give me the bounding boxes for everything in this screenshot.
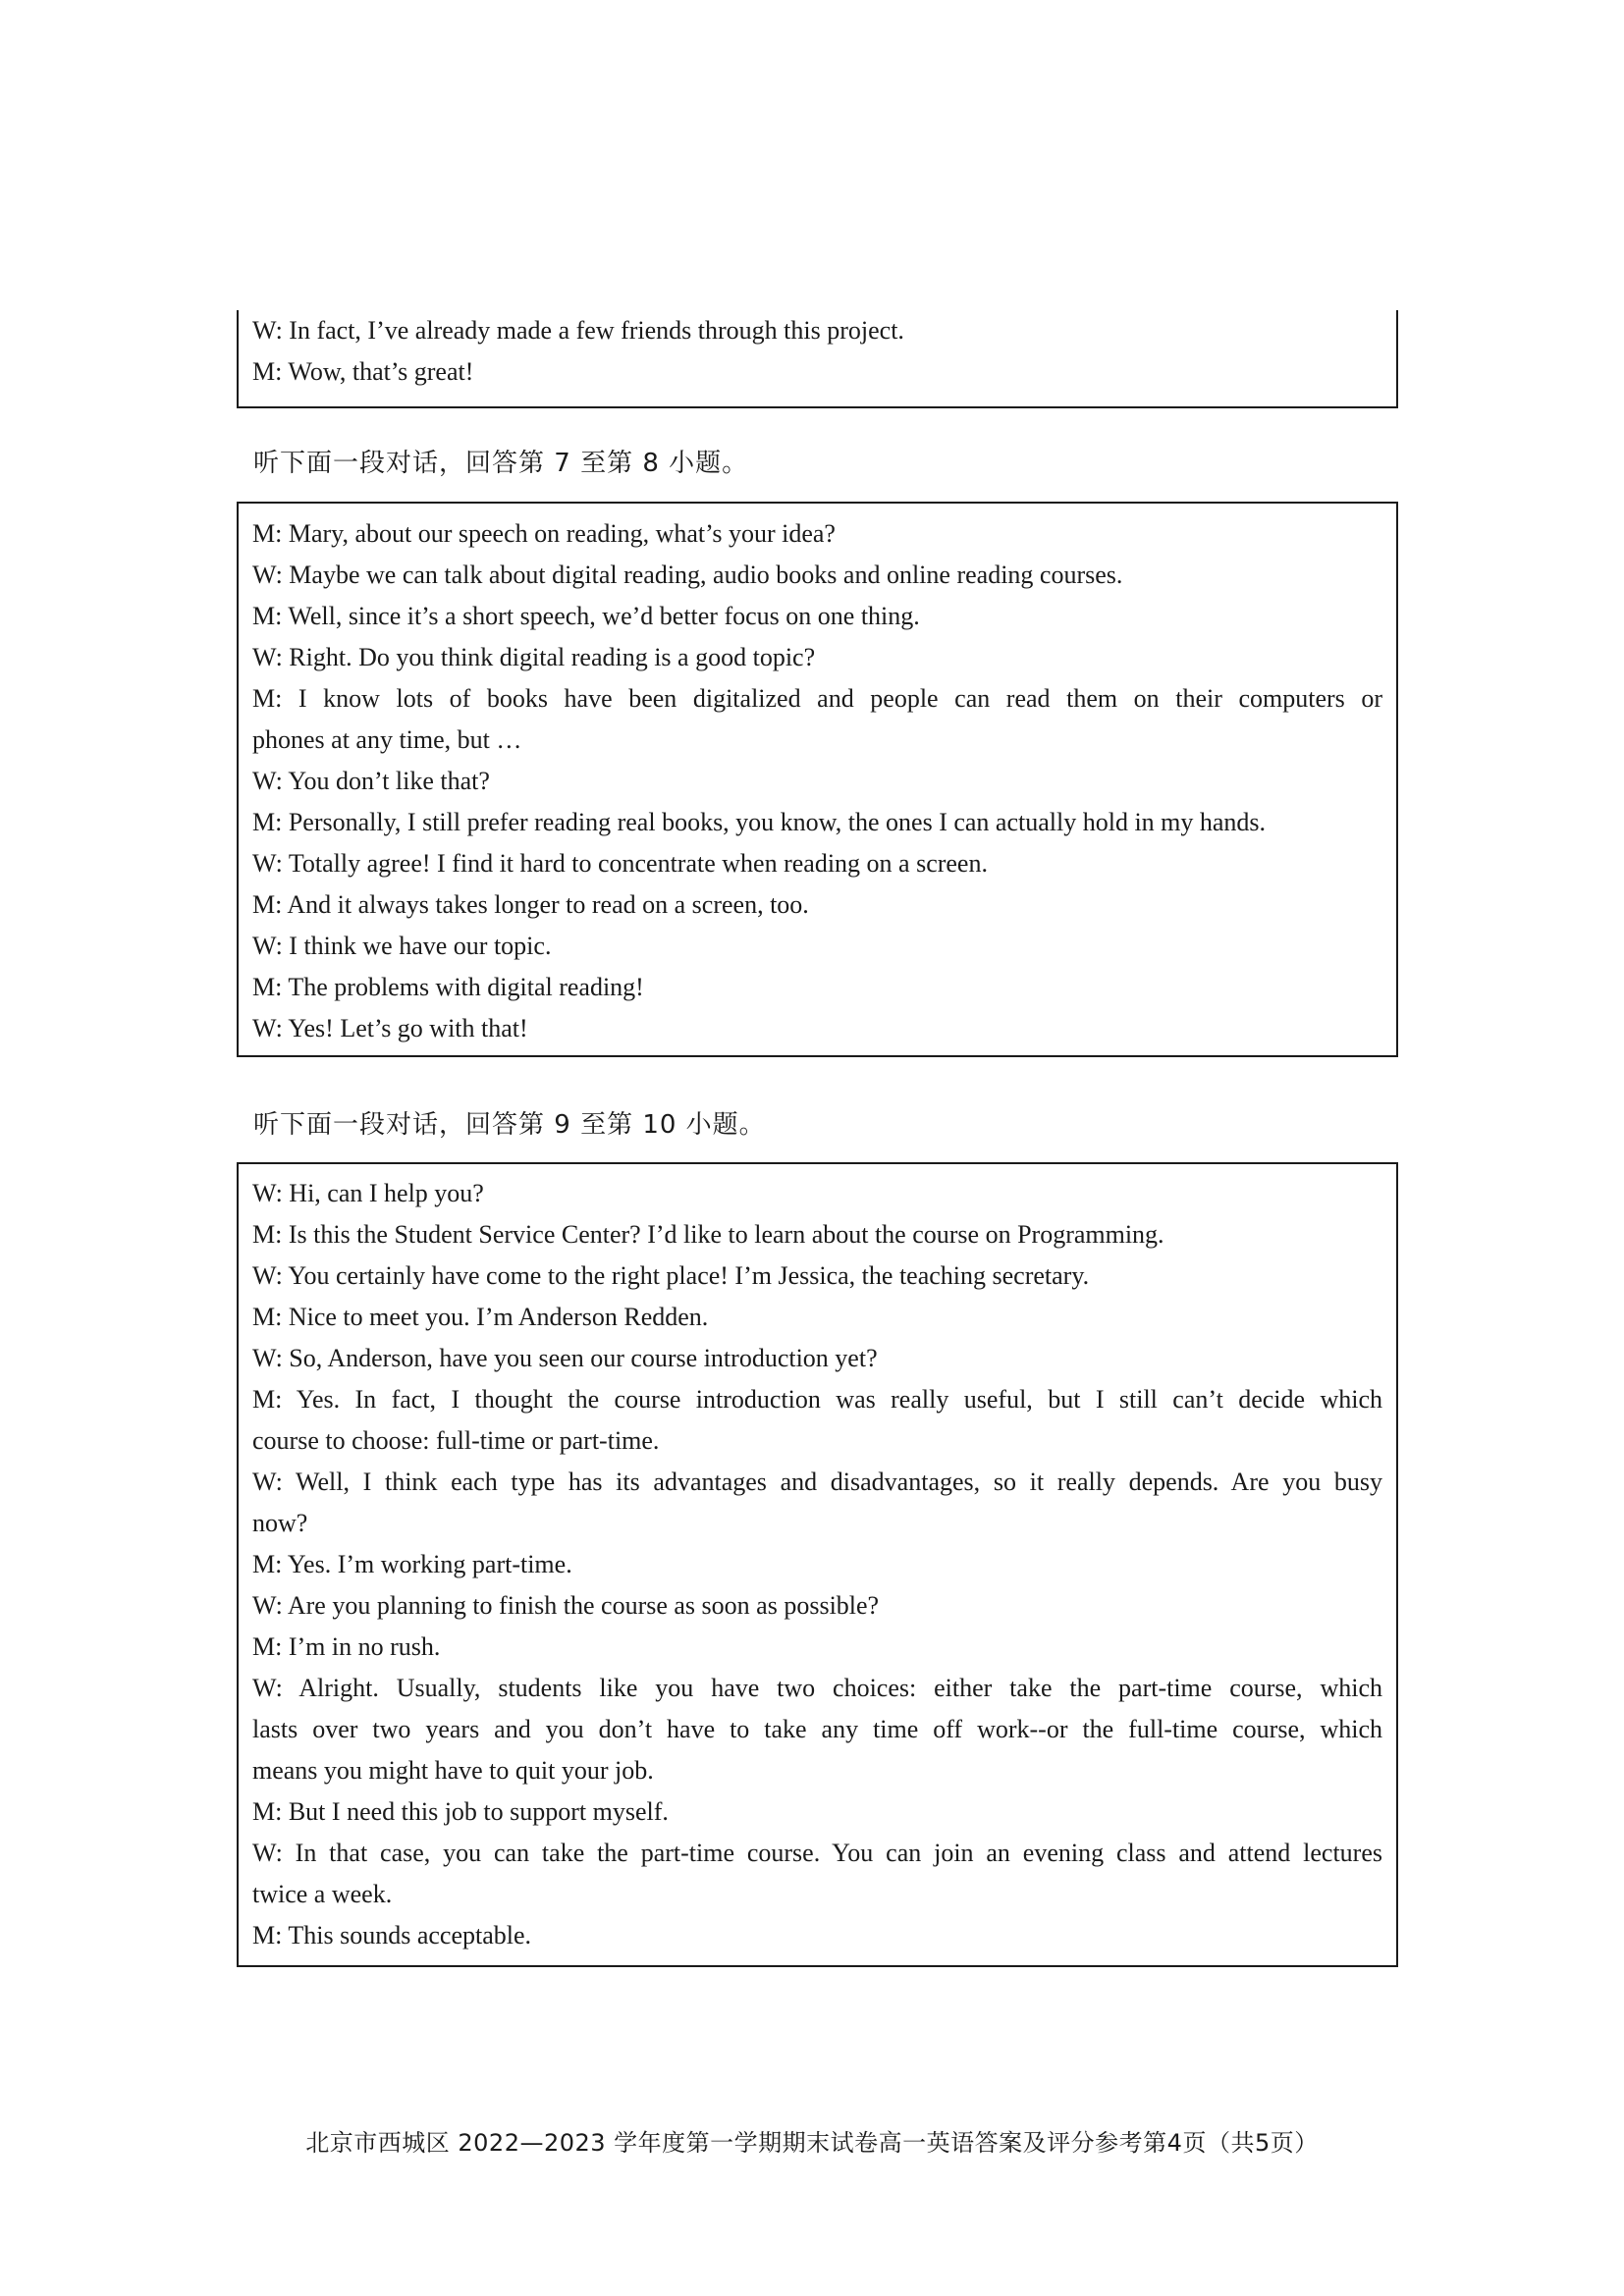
dialogue-line: M: I’m in no rush. [252,1632,441,1661]
dialogue-line: M: Well, since it’s a short speech, we’d better focus on one thing. [252,602,920,630]
dialogue-line: lasts over two years and you don’t have to take any time off work--or the full-time course, which [252,1715,1382,1743]
dialogue-line: M: This sounds acceptable. [252,1921,532,1949]
dialogue-line: W: Maybe we can talk about digital reading, audio books and online reading courses. [252,561,1123,589]
dialogue-line: means you might have to quit your job. [252,1756,654,1785]
dialogue-box-7-8 [237,502,1398,1057]
dialogue-line: W: Hi, can I help you? [252,1179,484,1207]
dialogue-line: M: Is this the Student Service Center? I’d like to learn about the course on Programming. [252,1220,1164,1249]
dialogue-line: M: The problems with digital reading! [252,973,644,1001]
dialogue-line: M: Yes. In fact, I thought the course introduction was really useful, but I still can’t decide which [252,1385,1382,1414]
dialogue-line: W: In fact, I’ve already made a few friends through this project. [252,316,904,345]
dialogue-line: M: But I need this job to support myself. [252,1797,669,1826]
dialogue-line: W: You don’t like that? [252,767,490,795]
dialogue-line: twice a week. [252,1880,393,1908]
dialogue-line: W: Yes! Let’s go with that! [252,1014,528,1042]
dialogue-line: course to choose: full-time or part-time. [252,1426,660,1455]
dialogue-line: M: Wow, that’s great! [252,357,474,386]
dialogue-line: M: Personally, I still prefer reading real books, you know, the ones I can actually hold in my hands. [252,808,1267,836]
dialogue-line: W: Are you planning to finish the course as soon as possible? [252,1591,880,1620]
dialogue-line: W: So, Anderson, have you seen our course introduction yet? [252,1344,878,1372]
dialogue-line: M: Yes. I’m working part-time. [252,1550,572,1578]
dialogue-line: M: I know lots of books have been digitalized and people can read them on their computers or [252,684,1382,713]
dialogue-line: W: In that case, you can take the part-time course. You can join an evening class and attend lectures [252,1839,1382,1867]
dialogue-line: W: I think we have our topic. [252,932,552,960]
dialogue-line: W: Totally agree! I find it hard to concentrate when reading on a screen. [252,849,988,878]
dialogue-line: W: Alright. Usually, students like you have two choices: either take the part-time course, which [252,1674,1382,1702]
dialogue-line: M: And it always takes longer to read on a screen, too. [252,890,809,919]
page-footer: 北京市西城区 2022—2023 学年度第一学期期末试卷高一英语答案及评分参考第4页（共5页） [305,2129,1319,2157]
dialogue-line: W: You certainly have come to the right place! I’m Jessica, the teaching secretary. [252,1261,1090,1290]
dialogue-box-continued [237,310,1398,408]
dialogue-line: M: Nice to meet you. I’m Anderson Redden. [252,1303,709,1331]
section-heading-7-8: 听下面一段对话，回答第 7 至第 8 小题。 [253,449,749,478]
dialogue-line: phones at any time, but … [252,725,522,754]
dialogue-line: M: Mary, about our speech on reading, what’s your idea? [252,519,836,548]
dialogue-box-9-10 [237,1162,1398,1967]
section-heading-9-10: 听下面一段对话，回答第 9 至第 10 小题。 [253,1110,766,1140]
dialogue-line: W: Right. Do you think digital reading is a good topic? [252,643,816,671]
dialogue-line: W: Well, I think each type has its advantages and disadvantages, so it really depends. Are you busy [252,1468,1382,1496]
dialogue-line: now? [252,1509,308,1537]
